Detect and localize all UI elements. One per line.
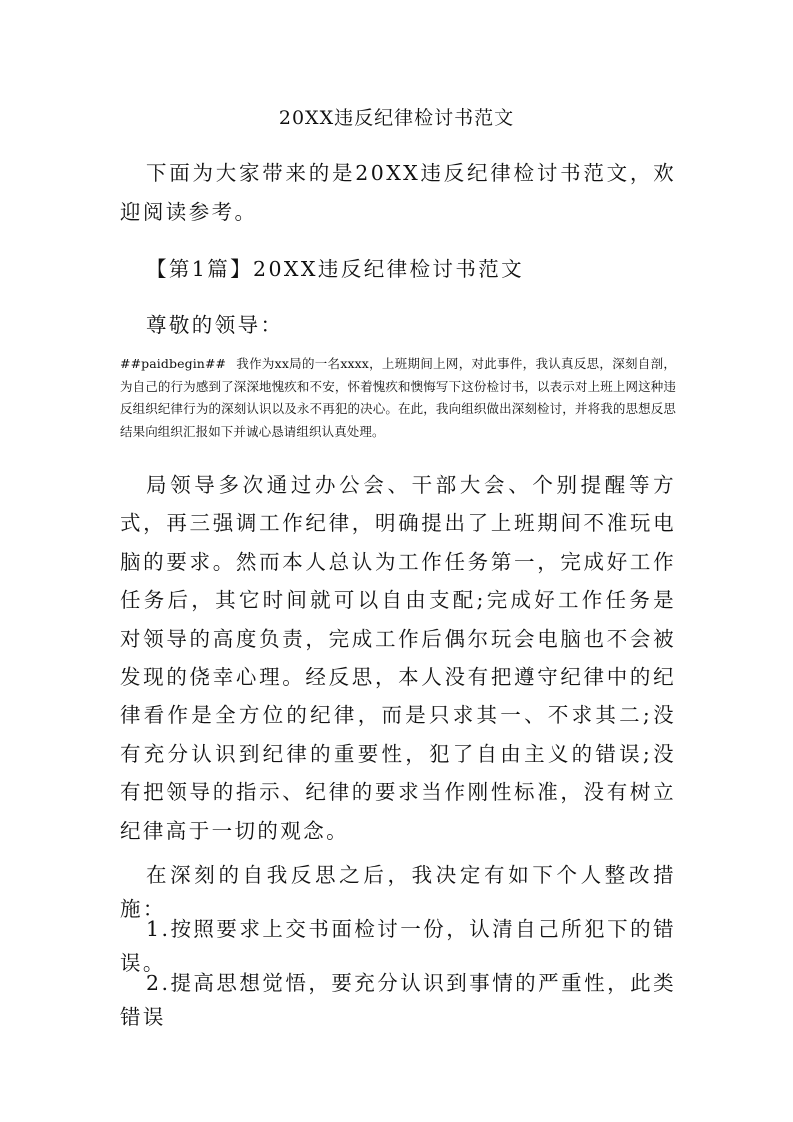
small-print-text: 我作为xx局的一名xxxx，上班期间上网，对此事件，我认真反思，深刻自剖，为自己的行为感到了深深地愧疚和不安，怀着愧疚和懊悔写下这份检讨书，以表示对上班上网这种违反组织纪律行为的深刻认识以及永不再犯的决心。在此，我向组织做出深刻检讨，并将我的思想反思结果向组织汇报如下并诚心恳请组织认真处理。	[120, 356, 676, 439]
measures-intro: 在深刻的自我反思之后，我决定有如下个人整改措施：	[120, 863, 676, 921]
salutation: 尊敬的领导：	[146, 313, 284, 337]
small-print-paragraph	[120, 353, 676, 443]
paid-marker: ##paidbegin##	[120, 356, 227, 371]
document-title: 20XX违反纪律检讨书范文	[278, 107, 515, 129]
intro-paragraph: 下面为大家带来的是20XX违反纪律检讨书范文，欢迎阅读参考。	[120, 161, 676, 224]
body-paragraph: 局领导多次通过办公会、干部大会、个别提醒等方式，再三强调工作纪律，明确提出了上班期间不准玩电脑的要求。然而本人总认为工作任务第一，完成好工作任务后，其它时间就可以自由支配;完成好工作任务是对领导的高度负责，完成工作后偶尔玩会电脑也不会被发现的侥幸心理。经反思，本人没有把遵守纪律中的纪律看作是全方位的纪律，而是只求其一、不求其二;没有充分认识到纪律的重要性，犯了自由主义的错误;没有把领导的指示、纪律的要求当作刚性标准，没有树立纪律高于一切的观念。	[120, 473, 676, 843]
measure-item: 1.按照要求上交书面检讨一份，认清自己所犯下的错误。	[120, 917, 676, 975]
section-heading: 【第1篇】20XX违反纪律检讨书范文	[146, 257, 525, 281]
measure-item: 2.提高思想觉悟，要充分认识到事情的严重性，此类错误	[120, 971, 676, 1029]
